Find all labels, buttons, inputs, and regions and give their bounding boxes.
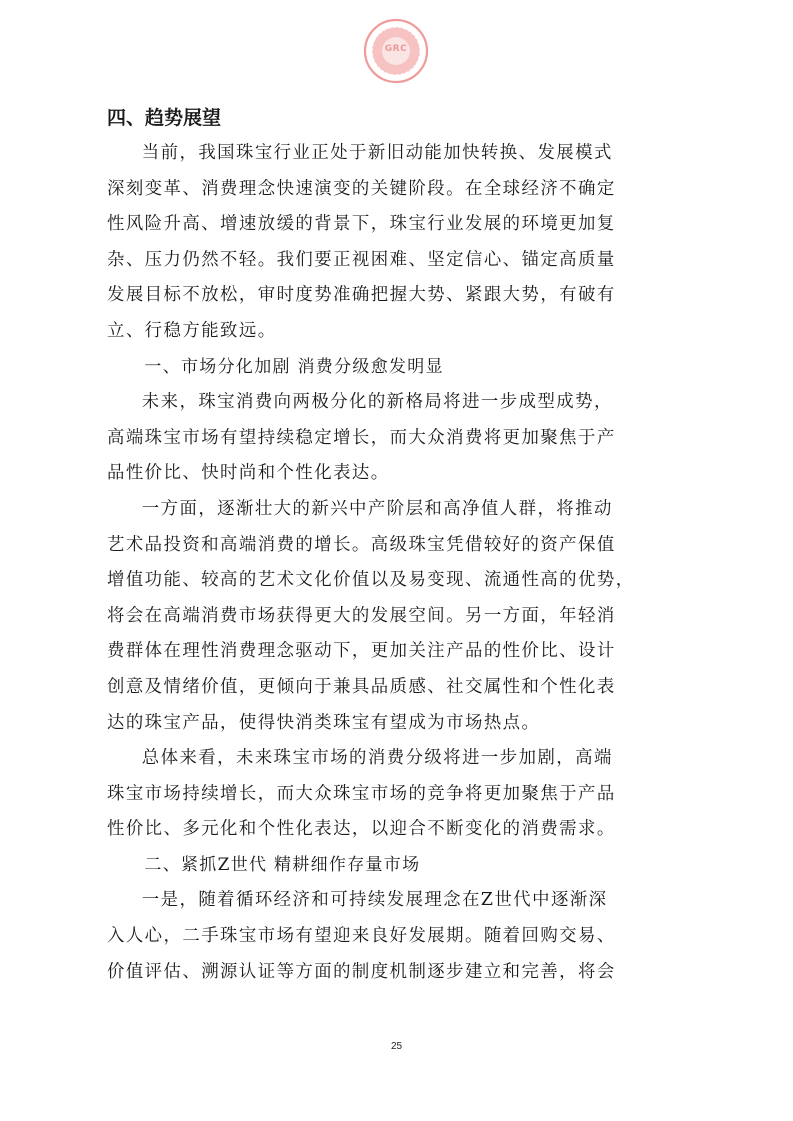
paragraph-line: 发展目标不放松，审时度势准确把握大势、紧跟大势，有破有 (107, 285, 616, 306)
paragraph-line: 杂、压力仍然不轻。我们要正视困难、坚定信心、锚定高质量 (107, 249, 616, 270)
paragraph-second-hand-jewelry (107, 883, 687, 990)
paragraph-line: 价值评估、溯源认证等方面的制度机制逐步建立和完善，将会 (107, 961, 616, 982)
paragraph-line: 艺术品投资和高端消费的增长。高级珠宝凭借较好的资产保值 (107, 534, 616, 555)
paragraph-line: 性价比、多元化和个性化表达，以迎合不断变化的消费需求。 (107, 819, 616, 840)
paragraph-consumption-polarization (107, 385, 687, 492)
paragraph-line: 立、行稳方能致远。 (107, 320, 277, 341)
paragraph-line: 创意及情绪价值，更倾向于兼具品质感、社交属性和个性化表 (107, 676, 616, 697)
paragraph-line: 增值功能、较高的艺术文化价值以及易变现、流通性高的优势， (107, 570, 635, 591)
subheading-gen-z: 二、紧抓Z世代 精耕细作存量市场 (144, 854, 421, 875)
paragraph-line: 费群体在理性消费理念驱动下，更加关注产品的性价比、设计 (107, 641, 616, 662)
paragraph-one-hand-other-hand (107, 492, 687, 741)
paragraph-line: 将会在高端消费市场获得更大的发展空间。另一方面，年轻消 (107, 605, 616, 626)
paragraph-line: 未来，珠宝消费向两极分化的新格局将进一步成型成势， (141, 392, 613, 413)
paragraph-intro (107, 136, 687, 350)
paragraph-line: 一方面，逐渐壮大的新兴中产阶层和高净值人群，将推动 (141, 498, 613, 519)
paragraph-line: 一是，随着循环经济和可持续发展理念在Z世代中逐渐深 (141, 890, 608, 911)
paragraph-line: 品性价比、快时尚和个性化表达。 (107, 463, 390, 484)
seal-text: GRC (384, 44, 408, 54)
subheading-market-divergence: 一、市场分化加剧 消费分级愈发明显 (144, 356, 444, 377)
document-body (107, 100, 687, 990)
seal-logo (363, 18, 429, 84)
paragraph-line: 深刻变革、消费理念快速演变的关键阶段。在全球经济不确定 (107, 178, 616, 199)
paragraph-overall (107, 741, 687, 848)
paragraph-line: 当前，我国珠宝行业正处于新旧动能加快转换、发展模式 (141, 143, 613, 163)
section-heading: 四、趋势展望 (107, 107, 222, 129)
paragraph-line: 性风险升高、增速放缓的背景下，珠宝行业发展的环境更加复 (107, 214, 616, 235)
paragraph-line: 珠宝市场持续增长，而大众珠宝市场的竞争将更加聚焦于产品 (107, 783, 616, 804)
paragraph-line: 高端珠宝市场有望持续稳定增长，而大众消费将更加聚焦于产 (107, 427, 616, 448)
paragraph-line: 入人心，二手珠宝市场有望迎来良好发展期。随着回购交易、 (107, 926, 616, 947)
paragraph-line: 总体来看，未来珠宝市场的消费分级将进一步加剧，高端 (141, 748, 613, 769)
page-number: 25 (390, 1041, 403, 1052)
paragraph-line: 达的珠宝产品，使得快消类珠宝有望成为市场热点。 (107, 712, 541, 733)
